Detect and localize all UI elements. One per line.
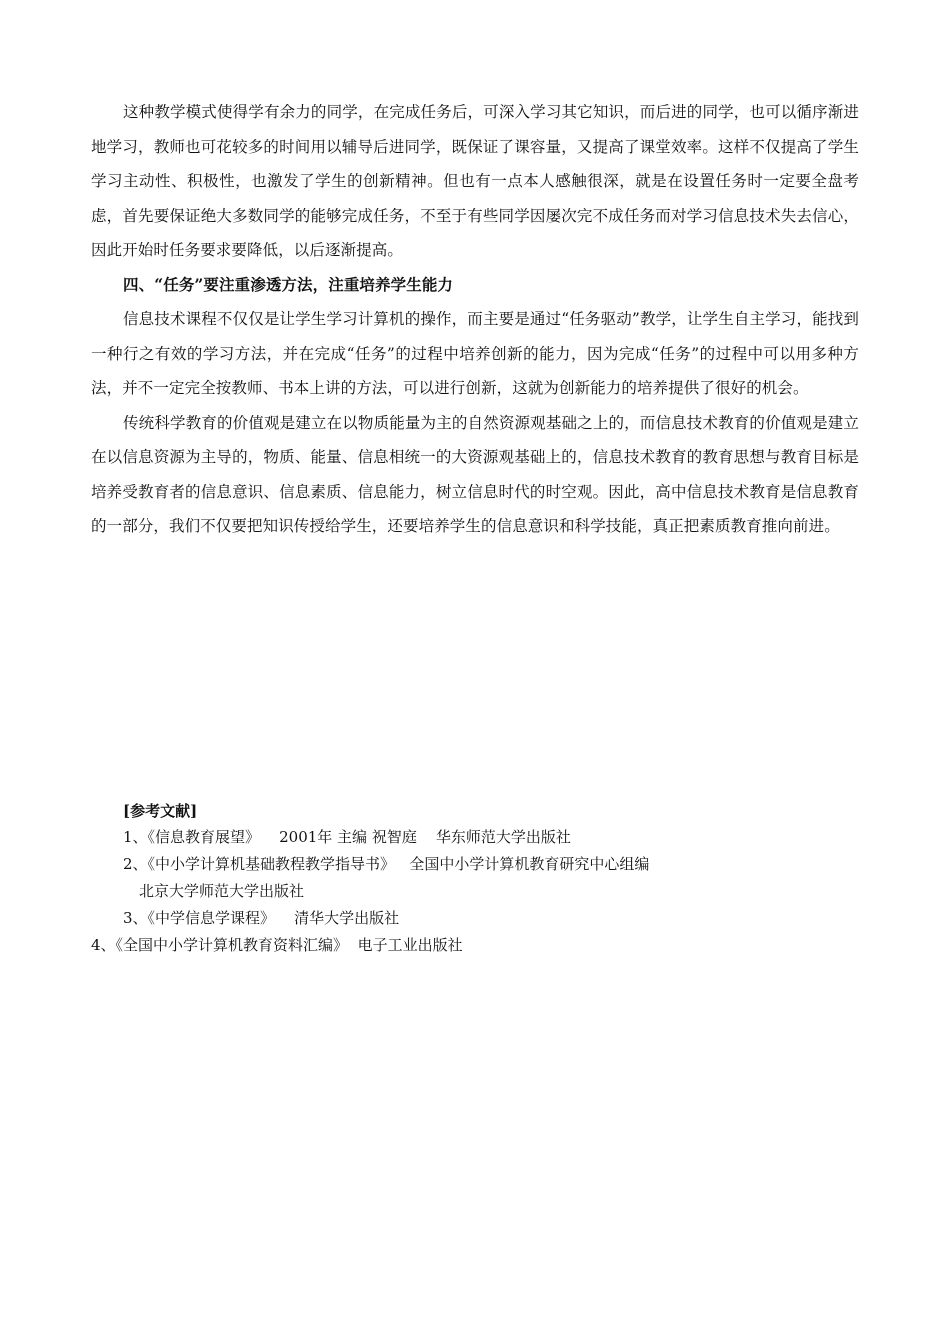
reference-item-3: 3、《中学信息学课程》 清华大学出版社 bbox=[123, 909, 400, 927]
references-section bbox=[91, 798, 851, 959]
document-body bbox=[91, 95, 859, 544]
paragraph-task-model: 这种教学模式使得学有余力的同学，在完成任务后，可深入学习其它知识，而后进的同学，也可以循序渐进地学习，教师也可花较多的时间用以辅导后进同学，既保证了课容量，又提高了课堂效率。这样不仅提高了学生学习主动性、积极性，也激发了学生的创新精神。但也有一点本人感触很深，就是在设置任务时一定要全盘考虑，首先要保证绝大多数同学的能够完成任务，不至于有些同学因屡次完不成任务而对学习信息技术失去信心，因此开始时任务要求要降低，以后逐渐提高。 bbox=[91, 103, 859, 259]
reference-item-4: 4、《全国中小学计算机教育资料汇编》 电子工业出版社 bbox=[91, 936, 463, 954]
reference-item-1: 1、《信息教育展望》 2001年 主编 祝智庭 华东师范大学出版社 bbox=[123, 828, 571, 846]
reference-item-2: 2、《中小学计算机基础教程教学指导书》 全国中小学计算机教育研究中心组编 bbox=[123, 855, 650, 873]
section-heading-4: 四、“任务”要注重渗透方法，注重培养学生能力 bbox=[123, 274, 454, 294]
reference-item-2-continued: 北京大学师范大学出版社 bbox=[139, 882, 305, 900]
references-title: [参考文献] bbox=[123, 802, 198, 820]
paragraph-info-tech-course: 信息技术课程不仅仅是让学生学习计算机的操作，而主要是通过“任务驱动”教学，让学生自主学习，能找到一种行之有效的学习方法，并在完成“任务”的过程中培养创新的能力，因为完成“任务”的过程中可以用多种方法，并不一定完全按教师、书本上讲的方法，可以进行创新，这就为创新能力的培养提供了很好的机会。 bbox=[91, 310, 859, 397]
paragraph-traditional-education: 传统科学教育的价值观是建立在以物质能量为主的自然资源观基础之上的，而信息技术教育的价值观是建立在以信息资源为主导的，物质、能量、信息相统一的大资源观基础上的，信息技术教育的教育思想与教育目标是培养受教育者的信息意识、信息素质、信息能力，树立信息时代的时空观。因此，高中信息技术教育是信息教育的一部分，我们不仅要把知识传授给学生，还要培养学生的信息意识和科学技能，真正把素质教育推向前进。 bbox=[91, 413, 859, 535]
